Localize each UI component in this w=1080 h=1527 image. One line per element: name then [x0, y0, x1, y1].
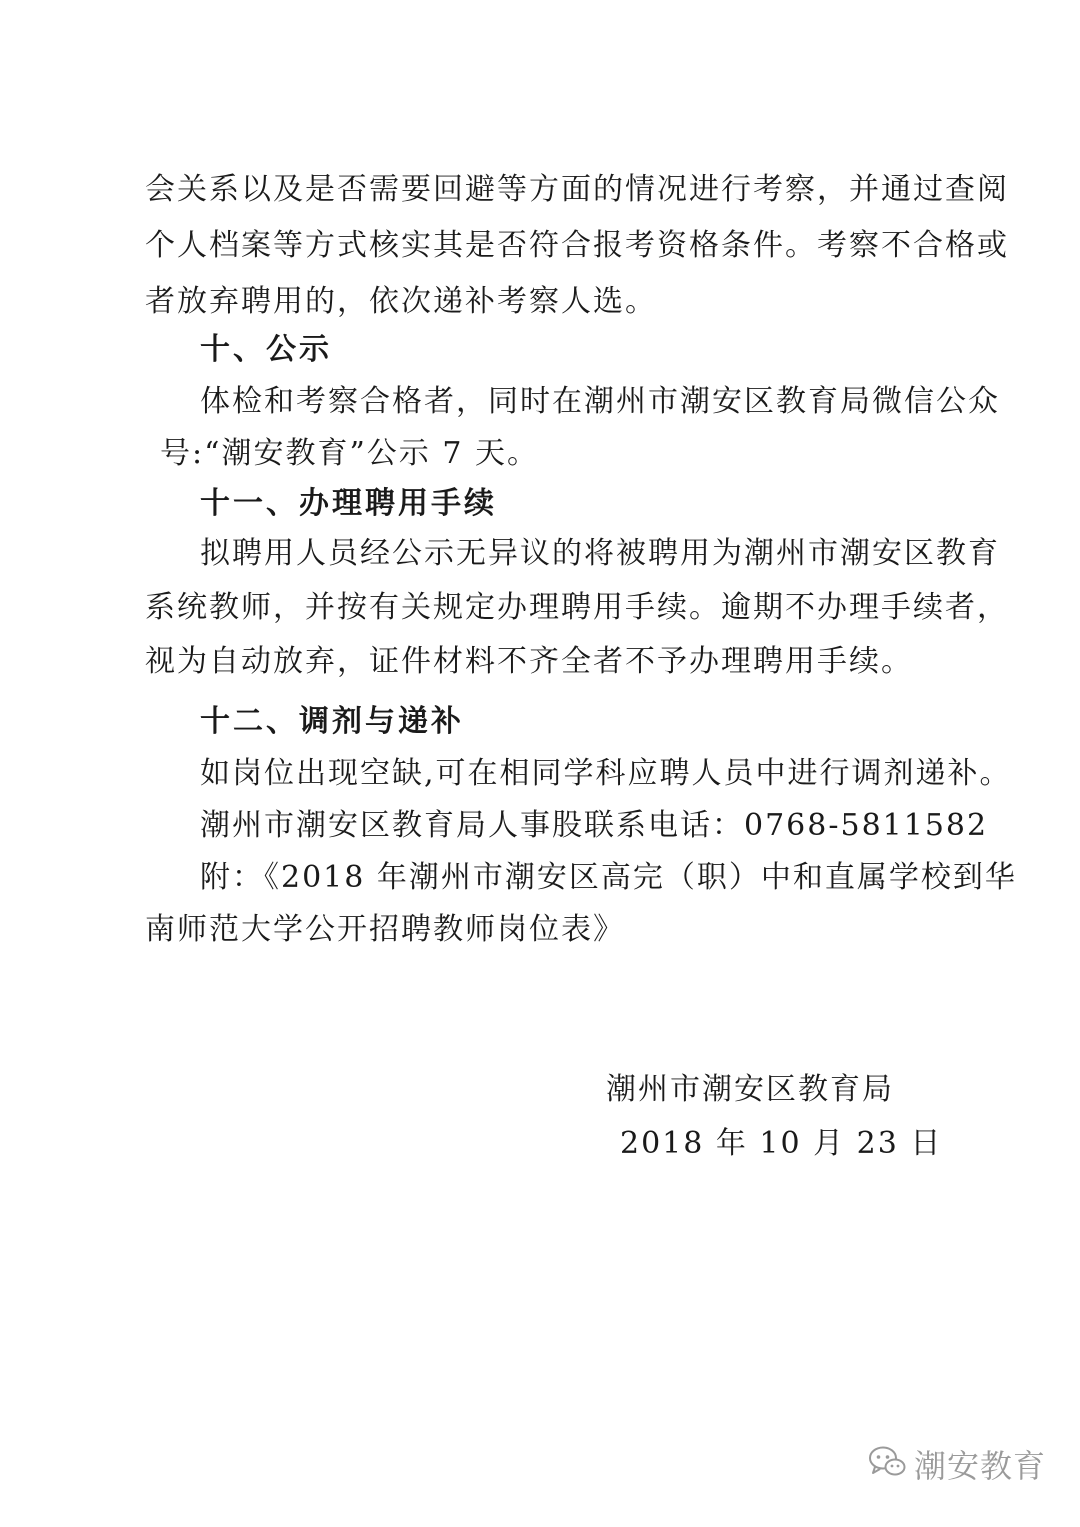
body-line: 如岗位出现空缺,可在相同学科应聘人员中进行调剂递补。 — [200, 756, 1012, 791]
wechat-icon — [868, 1445, 906, 1483]
body-line: 系统教师，并按有关规定办理聘用手续。逾期不办理手续者， — [145, 590, 1009, 625]
section-heading: 十、公示 — [200, 332, 332, 367]
body-line: 附：《2018 年潮州市潮安区高完（职）中和直属学校到华 — [200, 860, 1017, 895]
body-line: 体检和考察合格者，同时在潮州市潮安区教育局微信公众 — [200, 384, 1000, 419]
body-line: 视为自动放弃，证件材料不齐全者不予办理聘用手续。 — [145, 644, 913, 679]
body-line: 南师范大学公开招聘教师岗位表》 — [145, 912, 625, 947]
body-line: 拟聘用人员经公示无异议的将被聘用为潮州市潮安区教育 — [200, 536, 1000, 571]
section-heading: 十一、办理聘用手续 — [200, 486, 497, 521]
body-line: 者放弃聘用的，依次递补考察人选。 — [145, 284, 657, 319]
body-line: 潮州市潮安区教育局人事股联系电话：0768-5811582 — [200, 808, 989, 843]
signature-date: 2018 年 10 月 23 日 — [620, 1126, 943, 1161]
watermark-text: 潮安教育 — [913, 1447, 1046, 1485]
signature-org: 潮州市潮安区教育局 — [606, 1072, 894, 1107]
body-line: 号:“潮安教育”公示 7 天。 — [160, 436, 539, 471]
body-line: 会关系以及是否需要回避等方面的情况进行考察，并通过查阅 — [145, 172, 1009, 207]
body-line: 个人档案等方式核实其是否符合报考资格条件。考察不合格或 — [145, 228, 1009, 263]
section-heading: 十二、调剂与递补 — [200, 704, 464, 739]
watermark — [868, 1441, 1046, 1487]
